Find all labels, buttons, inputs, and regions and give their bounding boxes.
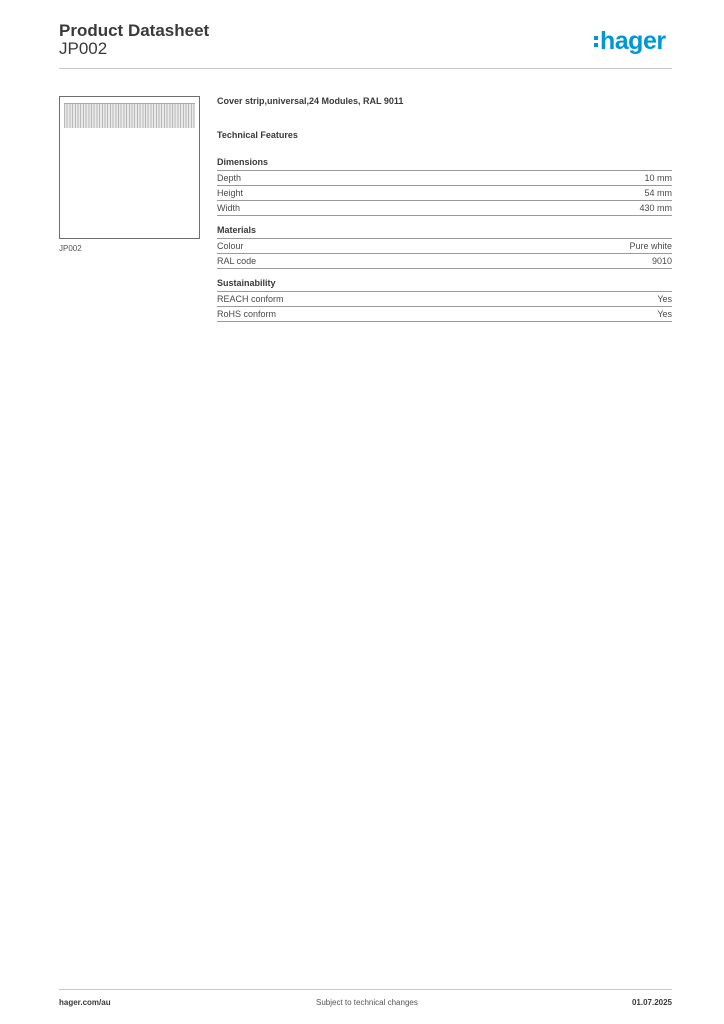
row-label: Colour [217, 241, 244, 251]
row-label: Height [217, 188, 244, 198]
technical-features-heading: Technical Features [217, 130, 298, 140]
row-label: REACH conform [217, 294, 284, 304]
row-value: Yes [657, 294, 672, 304]
header-divider [59, 68, 672, 69]
row-value: Pure white [629, 241, 672, 251]
section-heading: Dimensions [217, 157, 269, 167]
sustainability-section [217, 277, 672, 322]
table-row [217, 185, 672, 200]
footer-notice: Subject to technical changes [316, 998, 418, 1007]
header-product-code: JP002 [59, 39, 108, 58]
logo-text: hager [600, 27, 666, 55]
footer-website-link[interactable]: hager.com/au [59, 998, 111, 1007]
product-content [217, 96, 672, 330]
cover-strip-illustration [64, 103, 195, 128]
table-row [217, 291, 672, 306]
hager-logo [594, 27, 666, 56]
header-title: Product Datasheet [59, 21, 210, 40]
table-row [217, 306, 672, 322]
row-value: 9010 [651, 256, 672, 266]
table-row [217, 253, 672, 269]
table-row [217, 238, 672, 253]
row-label: RAL code [217, 256, 257, 266]
row-value: 10 mm [644, 173, 672, 183]
section-heading: Materials [217, 225, 257, 235]
footer-date: 01.07.2025 [631, 998, 672, 1007]
materials-section [217, 224, 672, 269]
row-label: Depth [217, 173, 242, 183]
row-value: 430 mm [639, 203, 672, 213]
product-title: Cover strip,universal,24 Modules, RAL 9011 [217, 96, 404, 106]
row-label: Width [217, 203, 241, 213]
logo-colon-icon [594, 36, 598, 47]
product-image [59, 96, 200, 239]
table-row [217, 170, 672, 185]
section-heading: Sustainability [217, 278, 276, 288]
footer-divider [59, 989, 672, 990]
row-label: RoHS conform [217, 309, 277, 319]
dimensions-section [217, 156, 672, 216]
row-value: 54 mm [644, 188, 672, 198]
row-value: Yes [657, 309, 672, 319]
table-row [217, 200, 672, 216]
product-image-caption: JP002 [59, 244, 82, 253]
